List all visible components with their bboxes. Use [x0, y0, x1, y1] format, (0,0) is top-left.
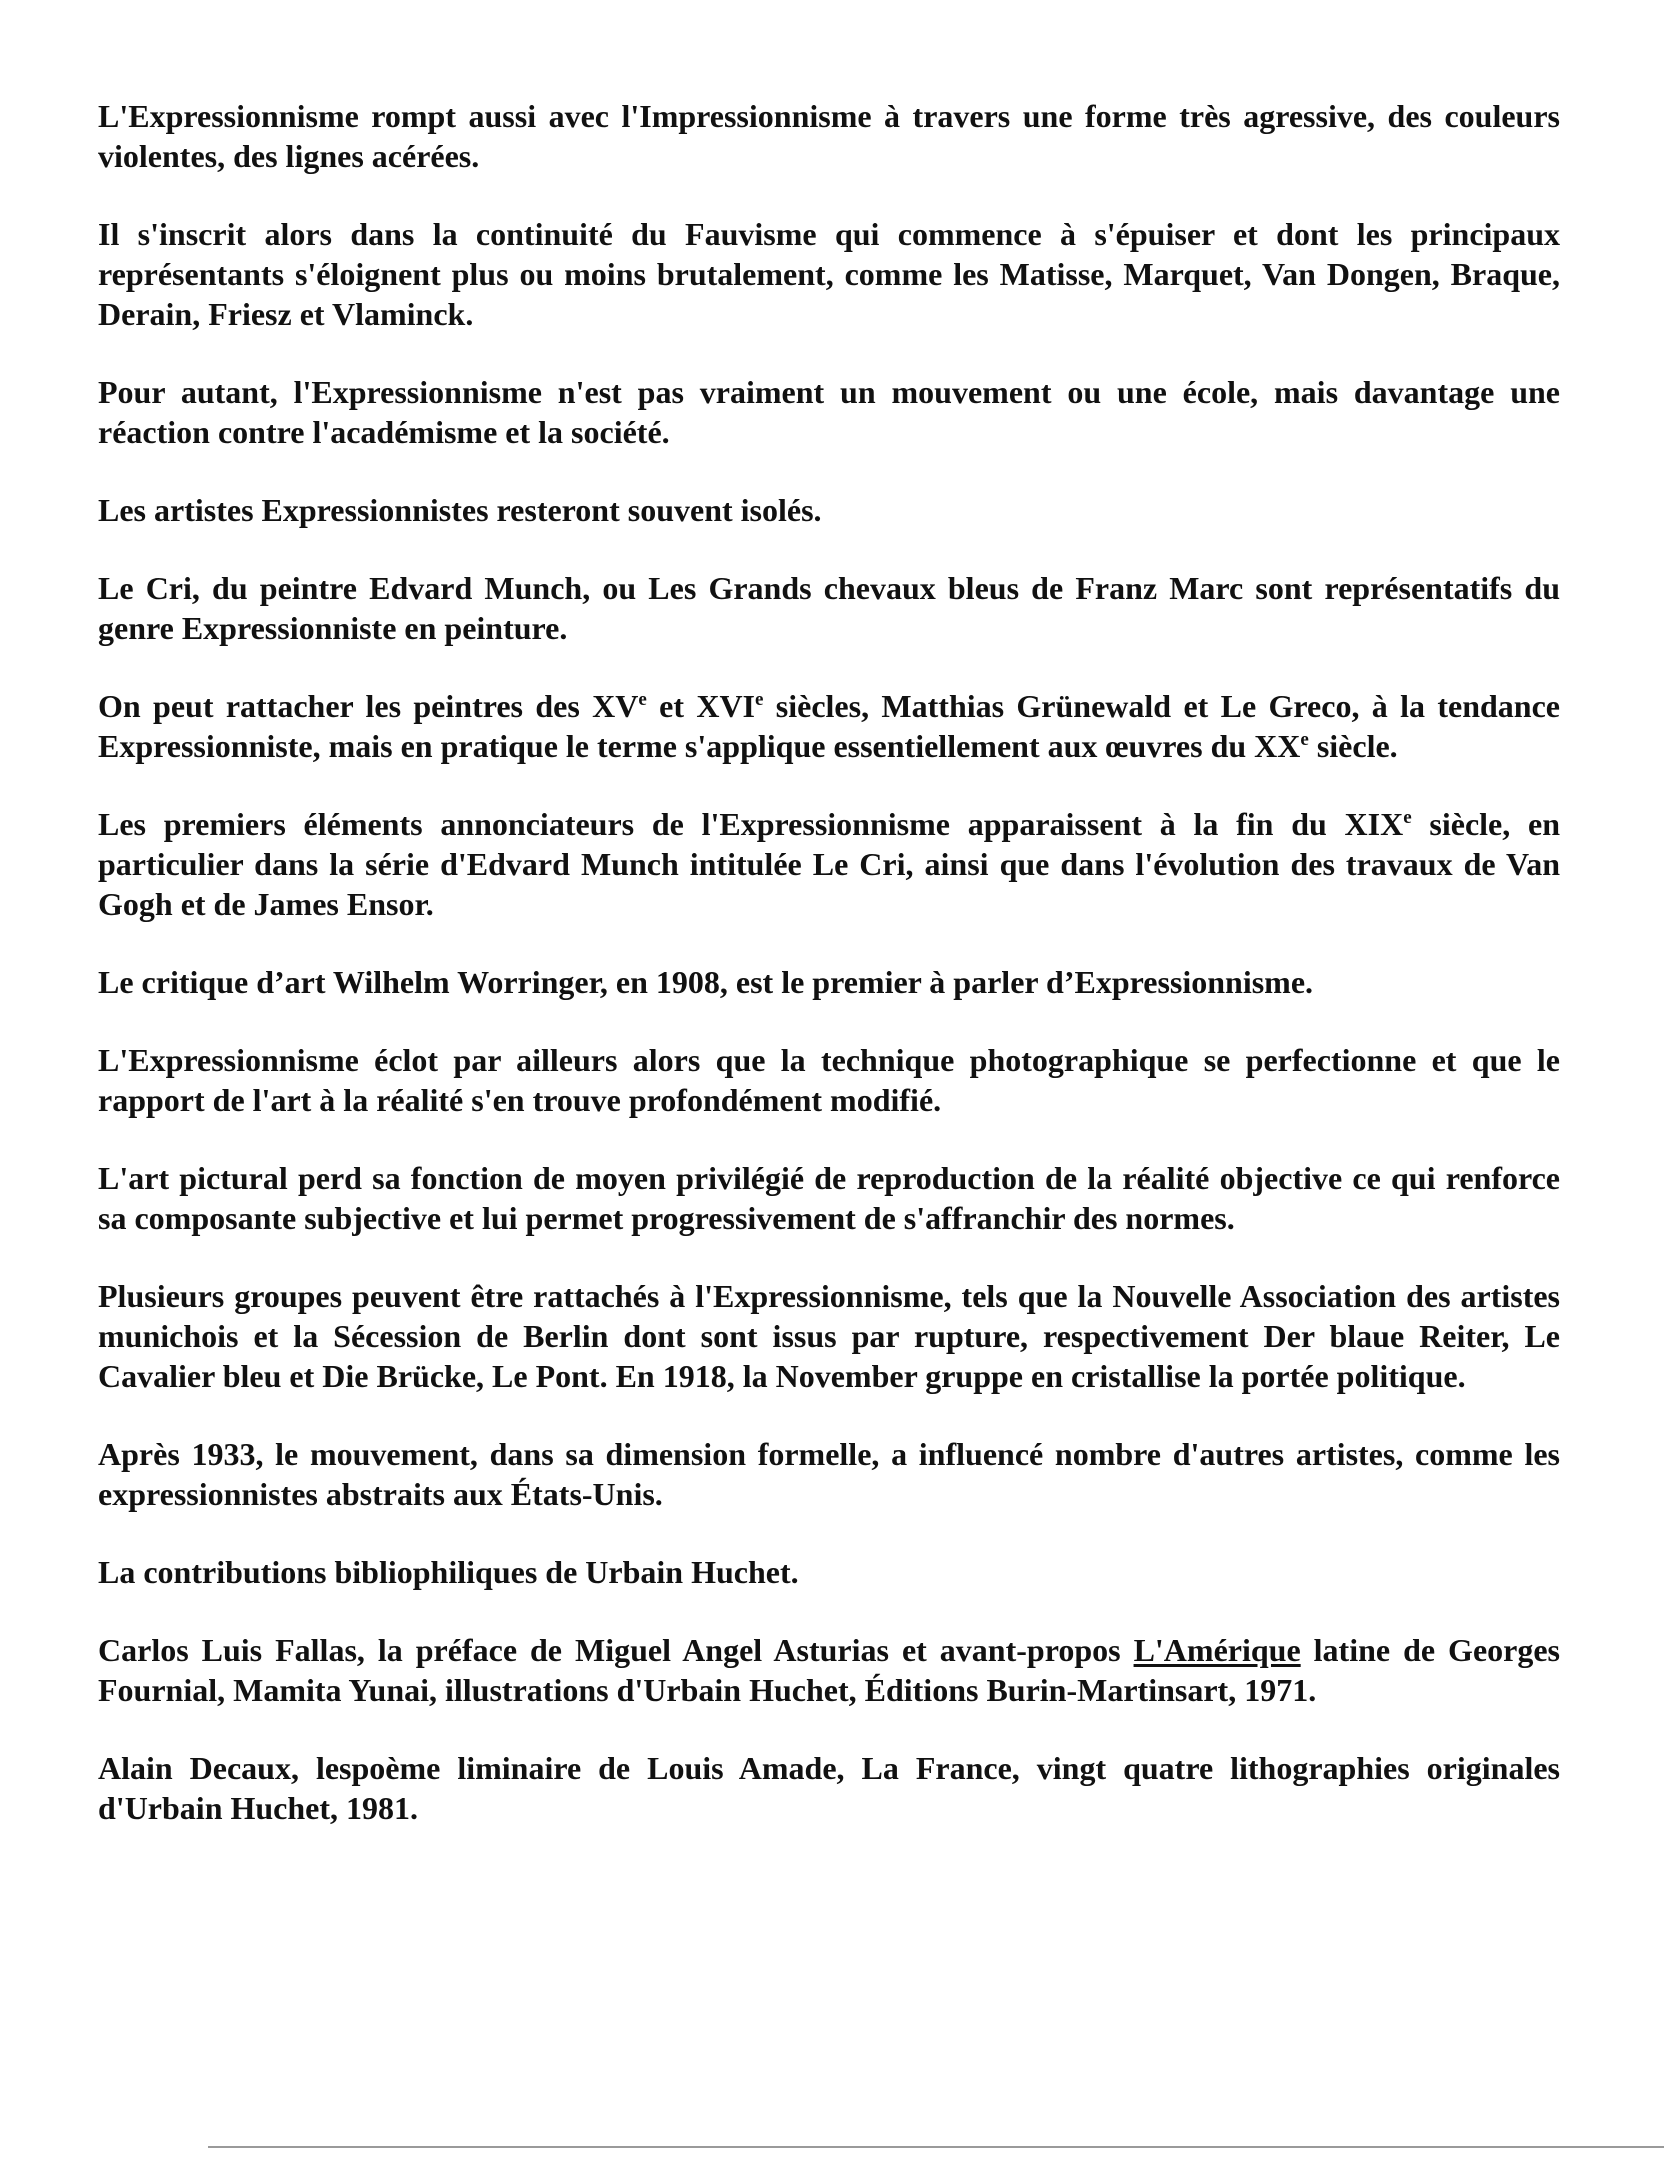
paragraph-8: Le critique d’art Wilhelm Worringer, en 1908, est le premier à parler d’Expressionnisme. [98, 964, 1314, 1000]
paragraph-9: L'Expressionnisme éclot par ailleurs alors que la technique photographique se perfectionne et que le rapport de l'art à la réalité s'en trouve profondément modifié. [98, 1042, 1560, 1118]
paragraph-12: Après 1933, le mouvement, dans sa dimension formelle, a influencé nombre d'autres artistes, comme les expressionnistes abstraits aux États-Unis. [98, 1436, 1560, 1512]
superscript-e: e [1300, 729, 1309, 750]
paragraph-6-text-d: siècle. [1308, 728, 1398, 764]
paragraph-10: L'art pictural perd sa fonction de moyen privilégié de reproduction de la réalité objective ce qui renforce sa composante subjective et lui permet progressivement de s'affranchir des normes. [98, 1160, 1560, 1236]
superscript-e: e [755, 689, 764, 710]
paragraph-14 [98, 1630, 1560, 1710]
bottom-divider [208, 2146, 1664, 2148]
paragraph-5: Le Cri, du peintre Edvard Munch, ou Les Grands chevaux bleus de Franz Marc sont représentatifs du genre Expressionniste en peinture. [98, 570, 1560, 646]
paragraph-14-text-b: latine de Georges Fournial, Mamita Yunai, illustrations d'Urbain Huchet, Éditions Burin-Martinsart, 1971. [98, 1632, 1560, 1708]
paragraph-7 [98, 804, 1560, 924]
paragraph-6-text-b: et XVI [646, 688, 756, 724]
paragraph-11: Plusieurs groupes peuvent être rattachés à l'Expressionnisme, tels que la Nouvelle Association des artistes munichois et la Sécession de Berlin dont sont issus par rupture, respectivement Der blaue Reiter, Le Cavalier bleu et Die Brücke, Le Pont. En 1918, la November gruppe en cristallise la portée politique. [98, 1278, 1560, 1394]
paragraph-13: La contributions bibliophiliques de Urbain Huchet. [98, 1554, 799, 1590]
paragraph-4: Les artistes Expressionnistes resteront souvent isolés. [98, 492, 822, 528]
paragraph-6 [98, 686, 1560, 766]
superscript-e: e [638, 689, 647, 710]
paragraph-14-text-a: Carlos Luis Fallas, la préface de Miguel Angel Asturias et avant-propos [98, 1632, 1134, 1668]
paragraph-7-text-b: siècle, en particulier dans la série d'Edvard Munch intitulée Le Cri, ainsi que dans l'évolution des travaux de Van Gogh et de James Ensor. [98, 806, 1561, 922]
paragraph-3: Pour autant, l'Expressionnisme n'est pas vraiment un mouvement ou une école, mais davantage une réaction contre l'académisme et la société. [98, 374, 1560, 450]
paragraph-2: Il s'inscrit alors dans la continuité du Fauvisme qui commence à s'épuiser et dont les principaux représentants s'éloignent plus ou moins brutalement, comme les Matisse, Marquet, Van Dongen, Braque, Derain, Friesz et Vlaminck. [98, 216, 1560, 332]
paragraph-6-text-c: siècles, Matthias Grünewald et Le Greco, à la tendance Expressionniste, mais en pratique le terme s'applique essentiellement aux œuvres du XX [98, 688, 1561, 764]
underlined-word: L'Amérique [1133, 1632, 1301, 1668]
paragraph-15: Alain Decaux, lespoème liminaire de Louis Amade, La France, vingt quatre lithographies originales d'Urbain Huchet, 1981. [98, 1750, 1560, 1826]
paragraph-6-text-a: On peut rattacher les peintres des XV [98, 688, 639, 724]
paragraph-1: L'Expressionnisme rompt aussi avec l'Impressionnisme à travers une forme très agressive, des couleurs violentes, des lignes acérées. [98, 98, 1560, 174]
paragraph-7-text-a: Les premiers éléments annonciateurs de l'Expressionnisme apparaissent à la fin du XIX [98, 806, 1404, 842]
superscript-e: e [1403, 807, 1412, 828]
document-page [98, 96, 1560, 1828]
